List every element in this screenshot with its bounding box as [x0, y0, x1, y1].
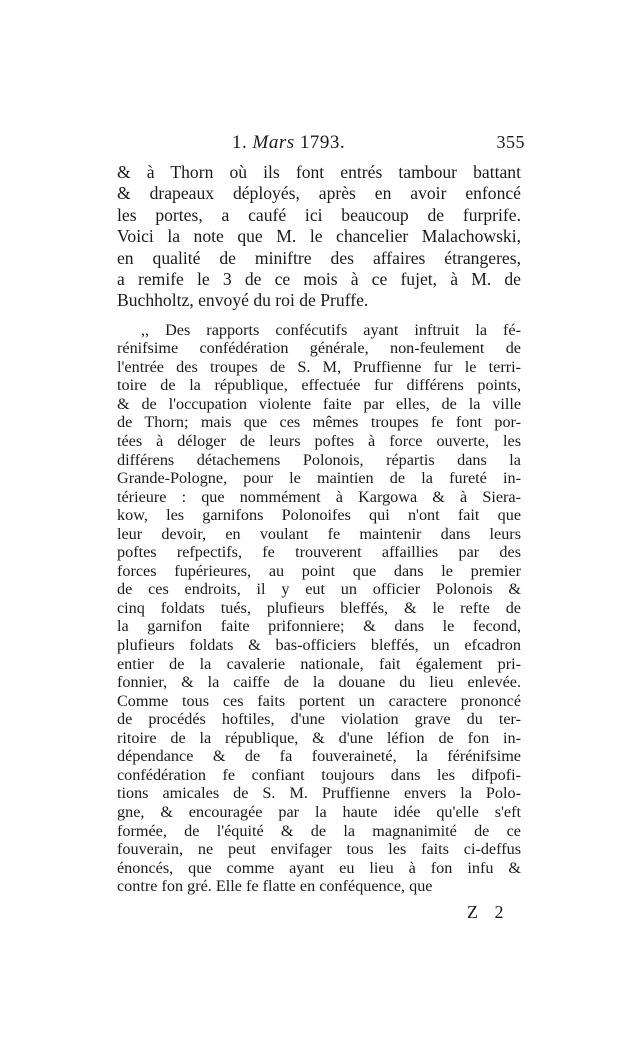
text-line: dépendance & de fa fouveraineté, la férénifsime [117, 747, 521, 766]
paragraph-intro [117, 162, 521, 312]
text-line: a remife le 3 de ce mois à ce fujet, à M. de [117, 268, 521, 289]
text-line: & à Thorn où ils font entrés tambour battant [117, 162, 521, 182]
text-line: térieure : que nommément à Kargowa & à Siera- [117, 487, 521, 506]
text-line: fonnier, & la caiffe de la douane du lieu enlevée. [117, 673, 521, 692]
text-line: Grande-Pologne, pour le maintien de la fureté in- [117, 469, 521, 488]
text-line: entier de la cavalerie nationale, fait également pri- [117, 654, 521, 673]
text-line: poftes refpectifs, fe trouverent affaillies par des [117, 543, 521, 562]
header-date [232, 132, 345, 154]
text-line: rénifsime confédération générale, non-feulement de [117, 339, 521, 358]
text-line: leur devoir, en voulant fe maintenir dans leurs [117, 524, 521, 543]
text-line: kow, les garnifons Polonoifes qui n'ont fait que [117, 506, 521, 525]
running-header [117, 132, 525, 162]
text-line: forces fupérieures, au point que dans le premier [117, 561, 521, 580]
text-line: plufieurs foldats & bas-officiers bleffés, un efcadron [117, 636, 521, 655]
text-line: Voici la note que M. le chancelier Malachowski, [117, 226, 521, 247]
text-line: toire de la république, effectuée fur différens points, [117, 376, 521, 395]
text-line: ritoire de la république, & d'une léfion de fon in- [117, 728, 521, 747]
text-line: confédération fe confiant toujours dans les difpofi- [117, 765, 521, 784]
text-line: ,, Des rapports confécutifs ayant inftruit la fé- [141, 320, 521, 339]
text-line: la garnifon faite prifonniere; & dans le fecond, [117, 617, 521, 636]
text-line: & drapeaux déployés, après en avoir enfoncé [117, 183, 521, 204]
text-line: & de l'occupation violente faite par elles, de la ville [117, 394, 521, 413]
text-line: fouverain, ne peut envifager tous les faits ci-deffus [117, 840, 521, 859]
text-line: formée, de l'équité & de la magnanimité de ce [117, 821, 521, 840]
header-year: 1793. [299, 132, 346, 153]
text-line: de Thorn; mais que ces mêmes troupes fe font por- [117, 413, 521, 432]
text-line: l'entrée des troupes de S. M, Pruffienne fur le terri- [117, 357, 521, 376]
text-line: cinq foldats tués, plufieurs bleffés, & le refte de [117, 598, 521, 617]
header-day: 1. [232, 132, 248, 153]
text-line: Buchholtz, envoyé du roi de Pruffe. [117, 290, 369, 311]
text-line: de procédés hoftiles, d'une violation grave du ter- [117, 710, 521, 729]
text-line: de ces endroits, il y eut un officier Polonois & [117, 580, 521, 599]
catchword-signature: Z 2 [467, 902, 510, 922]
text-line: différens détachemens Polonois, répartis dans la [117, 450, 521, 469]
text-line: énoncés, que comme ayant eu lieu à fon infu & [117, 858, 521, 877]
text-line: gne, & encouragée par la haute idée qu'elle s'eft [117, 802, 521, 821]
text-line: les portes, a caufé ici beaucoup de furprife. [117, 204, 521, 225]
text-line: contre fon gré. Elle fe flatte en conféquence, que [117, 877, 433, 896]
page-number: 355 [496, 132, 525, 152]
text-line: en qualité de miniftre des affaires étrangeres, [117, 247, 521, 268]
text-line: tées à déloger de leurs poftes à force ouverte, les [117, 432, 521, 451]
text-line: tions amicales de S. M. Pruffienne envers la Polo- [117, 784, 521, 803]
paragraph-note-quotation [117, 321, 521, 896]
book-page [117, 132, 525, 922]
header-month: Mars [252, 132, 295, 153]
text-line: Comme tous ces faits portent un caractere prononcé [117, 691, 521, 710]
